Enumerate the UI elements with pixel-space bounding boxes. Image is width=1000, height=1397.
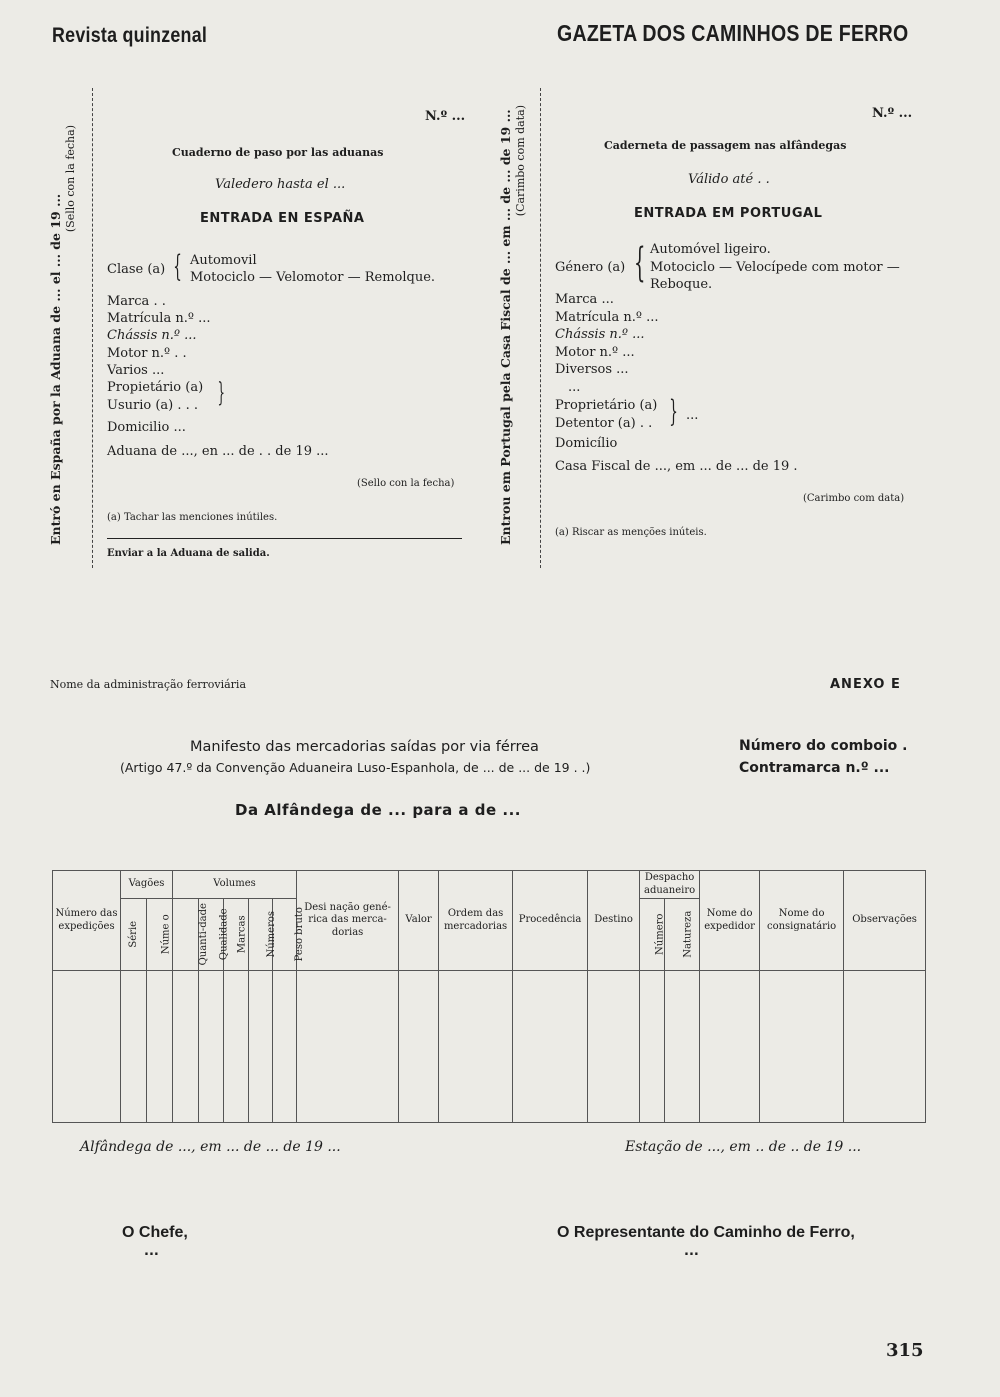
portuguese-side-text: Entrou em Portugal pela Casa Fiscal de ... em ... de ... de 19 ... <box>498 109 513 545</box>
spanish-clase-opt2: Motociclo — Velomotor — Remolque. <box>190 270 436 285</box>
col-consignatario: Nome do consignatário <box>760 871 844 971</box>
spanish-clase-brace: { <box>173 249 182 284</box>
page-number: 315 <box>886 1340 924 1361</box>
col-natureza: Natureza <box>682 910 694 959</box>
portuguese-owner-brace: } <box>669 394 678 429</box>
portuguese-detentor: Detentor (a) . . <box>555 416 653 431</box>
portuguese-genero-brace: { <box>633 240 646 286</box>
col-peso-bruto: Peso bruto <box>293 907 305 962</box>
portuguese-domicilio: Domicílio <box>555 436 618 451</box>
col-quantidade: Quanti-dade <box>197 903 209 966</box>
col-destino: Destino <box>588 871 640 971</box>
col-ordem: Ordem das mercadorias <box>439 871 513 971</box>
portuguese-marca: Marca ... <box>555 292 614 307</box>
spanish-number: N.º ... <box>425 109 466 124</box>
col-qualidade: Qualidade <box>218 908 230 961</box>
portuguese-matricula: Matrícula n.º ... <box>555 310 659 325</box>
customs-date: Alfândega de ..., em ... de ... de 19 ... <box>80 1139 341 1155</box>
portuguese-chassis: Chássis n.º ... <box>555 327 645 342</box>
portuguese-genero-opt2: Motociclo — Velocípede com motor — <box>650 260 900 275</box>
anexo-label: ANEXO E <box>830 677 901 692</box>
col-marcas: Marcas <box>236 915 248 954</box>
col-designacao: Desi nação gené-rica das merca-dorias <box>297 871 399 971</box>
journal-frequency: Revista quinzenal <box>52 24 208 47</box>
col-vagao-numero: Núme o <box>160 914 172 955</box>
col-despacho-numero: Número <box>654 913 666 956</box>
spanish-enviar: Enviar a la Aduana de salida. <box>107 548 270 559</box>
chief-signature-dots: ... <box>144 1244 159 1259</box>
col-valor: Valor <box>399 871 439 971</box>
col-serie: Série <box>128 921 140 948</box>
spanish-side-text: Entró en España por la Aduana de ... el ... de 19 ... <box>48 193 63 545</box>
portuguese-number: N.º ... <box>872 106 913 121</box>
spanish-owner-brace: } <box>217 378 225 408</box>
col-expedidor: Nome do expedidor <box>700 871 760 971</box>
train-number: Número do comboio . <box>739 738 908 754</box>
spanish-usurio: Usurio (a) . . . <box>107 398 199 413</box>
spanish-marca: Marca . . <box>107 294 166 309</box>
spanish-note: (a) Tachar las menciones inútiles. <box>107 512 278 523</box>
portuguese-note: (a) Riscar as menções inúteis. <box>555 527 707 538</box>
portuguese-carimbo: (Carimbo com data) <box>803 493 905 504</box>
col-procedencia: Procedência <box>513 871 588 971</box>
portuguese-side-sub: (Carimbo com data) <box>514 105 527 217</box>
portuguese-form-title: Caderneta de passagem nas alfândegas <box>604 139 847 152</box>
spanish-sello: (Sello con la fecha) <box>357 478 455 489</box>
portuguese-valid: Válido até . . <box>688 172 770 187</box>
manifest-body-row <box>53 971 926 1123</box>
portuguese-motor: Motor n.º ... <box>555 345 635 360</box>
portuguese-dots: ... <box>568 380 581 395</box>
portuguese-owner-dots: ... <box>686 408 699 423</box>
col-numeros: Números <box>266 911 278 958</box>
spanish-valid: Valedero hasta el ... <box>215 177 346 192</box>
col-volumes: Volumes <box>173 871 297 899</box>
portuguese-proprietario: Proprietário (a) <box>555 398 658 413</box>
admin-name-label: Nome da administração ferroviária <box>50 678 246 691</box>
portuguese-entry: ENTRADA EM PORTUGAL <box>634 206 823 221</box>
spanish-propietario: Propietário (a) <box>107 380 204 395</box>
spanish-varios: Varios ... <box>107 363 165 378</box>
spanish-domicilio: Domicilio ... <box>107 420 186 435</box>
spanish-rule <box>107 538 462 539</box>
portuguese-genero-opt3: Reboque. <box>650 277 713 292</box>
portuguese-diversos: Diversos ... <box>555 362 629 377</box>
spanish-clase-label: Clase (a) <box>107 262 166 277</box>
representative-signature-dots: ... <box>684 1244 699 1259</box>
spanish-chassis: Chássis n.º ... <box>107 328 197 343</box>
portuguese-casa-fiscal: Casa Fiscal de ..., em ... de ... de 19 . <box>555 459 798 474</box>
col-observacoes: Observações <box>844 871 926 971</box>
spanish-motor: Motor n.º . . <box>107 346 187 361</box>
spanish-form-title: Cuaderno de paso por las aduanas <box>172 146 384 159</box>
customs-route: Da Alfândega de ... para a de ... <box>235 801 521 819</box>
countermark-number: Contramarca n.º ... <box>739 760 890 776</box>
portuguese-genero-label: Género (a) <box>555 260 626 275</box>
spanish-form-divider <box>92 88 93 568</box>
chief-signature-label: O Chefe, <box>122 1224 188 1241</box>
station-date: Estação de ..., em .. de .. de 19 ... <box>625 1139 862 1155</box>
spanish-entry: ENTRADA EN ESPAÑA <box>200 211 365 226</box>
spanish-aduana: Aduana de ..., en ... de . . de 19 ... <box>107 444 329 459</box>
manifest-title: Manifesto das mercadorias saídas por via férrea <box>190 739 539 755</box>
spanish-side-sub: (Sello con la fecha) <box>64 125 77 233</box>
col-vagoes: Vagões <box>121 871 173 899</box>
manifest-table <box>52 870 926 1123</box>
spanish-matricula: Matrícula n.º ... <box>107 311 211 326</box>
journal-title: GAZETA DOS CAMINHOS DE FERRO <box>557 20 909 46</box>
spanish-clase-opt1: Automovil <box>190 253 257 268</box>
portuguese-form-divider <box>540 88 541 568</box>
col-numero-expedicoes: Número das expedições <box>53 871 121 971</box>
representative-signature-label: O Representante do Caminho de Ferro, <box>557 1224 855 1241</box>
col-despacho: Despacho aduaneiro <box>640 871 700 899</box>
portuguese-genero-opt1: Automóvel ligeiro. <box>650 242 771 257</box>
manifest-subtitle: (Artigo 47.º da Convenção Aduaneira Luso-Espanhola, de ... de ... de 19 . .) <box>120 760 591 775</box>
